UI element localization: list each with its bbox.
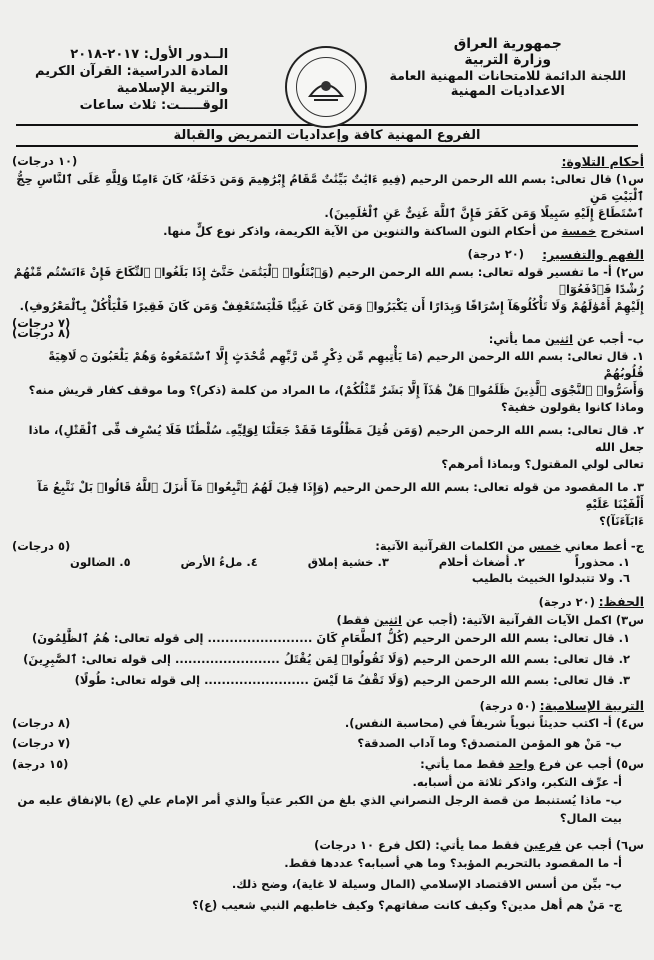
list-item: ٢. أضغاث أحلام xyxy=(438,555,525,569)
ministry-name: وزارة التربية xyxy=(464,52,552,68)
section-points: (٢٠ درجة) xyxy=(538,595,595,609)
exam-subject-cont: والتربية الإسلامية xyxy=(116,81,229,96)
q5-points: (١٥ درجة) xyxy=(12,757,69,771)
q2a-points-row xyxy=(10,315,644,331)
q1-instruction xyxy=(10,223,644,240)
q2b3-line2: ءَابَآءَنَآ)؟ xyxy=(599,514,644,528)
section-points: (٢٠ درجة) xyxy=(467,247,524,261)
text: ج- أعط معاني xyxy=(560,539,644,553)
q1-verse-line2: ٱسْتَطَاعَ إِلَيْهِ سَبِيلًا وَمَن كَفَرَ فَإِنَّ ٱللَّهَ غَنِىٌّ عَنِ ٱلْعَٰلَمِينَ). xyxy=(324,206,644,220)
list-item: ٣. خشية إملاق xyxy=(307,555,389,569)
q4a xyxy=(10,715,644,732)
ministry-header xyxy=(390,36,626,100)
q2b3-line1: ٣. ما المقصود من قوله تعالى: بسم الله الرحمن الرحيم (وَإِذَا قِيلَ لَهُمُ ٱتَّبِعُوا۟ مَآ أَنزَلَ ٱللَّهُ قَالُوا۟ بَلْ نَتَّبِعُ مَآ أَلْفَيْنَا عَلَيْهِ xyxy=(37,480,644,511)
q3-intro xyxy=(10,612,644,629)
q3-item-2 xyxy=(10,651,644,668)
text-emph: خمس xyxy=(528,539,561,553)
section-title: أحكام التلاوة: xyxy=(561,154,644,169)
text-emph: فرعين xyxy=(523,838,562,852)
text: ب- أجب عن xyxy=(573,332,644,346)
exam-time: الوقـــــت: ثلاث ساعات xyxy=(79,98,229,113)
text: استخرج xyxy=(596,224,644,238)
q5a: أ- عرِّف التكبر، واذكر ثلاثة من أسبابه. xyxy=(412,775,622,789)
text: س٥) أجب عن فرع xyxy=(534,757,644,771)
q4a-points: (٨ درجات) xyxy=(12,716,71,730)
blank: ........................ xyxy=(204,673,309,687)
q2c-points: (٥ درجات) xyxy=(12,539,71,553)
text: فقط مما يأتي: xyxy=(420,757,509,771)
text: من الكلمات القرآنية الآتية: xyxy=(375,539,529,553)
text: ٢. قال تعالى: بسم الله الرحمن الرحيم (وَلَا تَقُولُوا۟ لِمَن يُقْتَلُ xyxy=(283,652,630,666)
section-tilawa-header xyxy=(10,153,644,171)
q5b-line2: بيت المال؟ xyxy=(559,811,622,825)
q3-item-3 xyxy=(10,672,644,689)
q3-item-1 xyxy=(10,630,644,647)
q2b-points: (٨ درجات) xyxy=(12,326,71,340)
section-points: (١٠ درجات) xyxy=(12,154,78,168)
text: مما يأتي: xyxy=(488,332,546,346)
q4b xyxy=(10,735,644,752)
section-tarbiya-header xyxy=(10,697,644,715)
text: إلى قوله تعالى: هُمُ ٱلظَّٰلِمُونَ) xyxy=(31,631,204,645)
list-item: ٤. ملءُ الأرض xyxy=(180,555,258,569)
department-name: الاعداديات المهنية xyxy=(450,84,565,99)
q5-intro xyxy=(10,756,644,773)
exam-title: الفروع المهنية كافة وإعداديات التمريض والقبالة xyxy=(16,124,638,147)
q4b-points: (٧ درجات) xyxy=(12,736,71,750)
text-emph: خمسة xyxy=(561,224,597,238)
text: من أحكام النون الساكنة والتنوين من الآية الكريمة، واذكر نوع كلٍّ منها. xyxy=(163,224,562,238)
q1-verse-line1: س١) قال تعالى: بسم الله الرحمن الرحيم (فِيهِ ءَايَٰتٌ بَيِّنَٰتٌ مَّقَامُ إِبْرَٰهِيمَ وَمَن دَخَلَهُۥ كَانَ ءَامِنًا وَلِلَّهِ عَلَى ٱلنَّاسِ حِجُّ ٱلْبَيْتِ مَنِ xyxy=(16,172,644,203)
text: ١. قال تعالى: بسم الله الرحمن الرحيم (كُلُّ ٱلطَّعَامِ كَانَ xyxy=(316,631,630,645)
list-item: ١. محذوراً xyxy=(574,555,630,569)
q2c-intro xyxy=(10,538,644,555)
q6b: ب- بيِّن من أسس الاقتصاد الإسلامي (المال وسيلة لا غاية)، وضح ذلك. xyxy=(231,877,622,891)
text: ب- مَنْ هو المؤمن المتصدق؟ وما آداب الصدقة؟ xyxy=(357,736,622,750)
committee-name: اللجنة الدائمة للامتحانات المهنية العامة xyxy=(389,68,626,83)
section-tafsir-header xyxy=(10,246,644,264)
exam-round: الــدور الأول: ٢٠١٧-٢٠١٨ xyxy=(70,47,229,62)
list-item: ٥. الضالون xyxy=(70,555,131,569)
exam-info xyxy=(35,46,228,114)
text-emph: اثنين xyxy=(373,613,402,627)
section-title: التربية الإسلامية: xyxy=(539,698,644,713)
text: فقط) xyxy=(336,613,374,627)
exam-header xyxy=(10,6,644,122)
ministry-seal-icon xyxy=(285,46,367,128)
country-name: جمهورية العراق xyxy=(453,36,562,52)
q2b2-line1: ٢. قال تعالى: بسم الله الرحمن الرحيم (وَمَن قُتِلَ مَظْلُومًا فَقَدْ جَعَلْنَا لِوَلِيِّهِۦ سُلْطَٰنًا فَلَا يُسْرِف فِّى ٱلْقَتْلِ)، ماذا جعل الله xyxy=(28,423,644,454)
text: س٣) اكمل الآيات القرآنية الآتية: (أجب عن xyxy=(401,613,644,627)
text: إلى قوله تعالى: ٱلصَّٰبِرِينَ) xyxy=(23,652,171,666)
section-points: (٥٠ درجة) xyxy=(479,699,536,713)
text: فقط مما يأتي: (لكل فرع ١٠ درجات) xyxy=(314,838,524,852)
text: ٣. قال تعالى: بسم الله الرحمن الرحيم (وَلَا تَقْفُ مَا لَيْسَ xyxy=(312,673,630,687)
section-title: الحفظ: xyxy=(598,594,644,609)
q2a-line1: س٢) أ- ما تفسير قوله تعالى: بسم الله الرحمن الرحيم (وَٱبْتَلُوا۟ ٱلْيَتَٰمَىٰ حَتَّىٰٓ إِذَا بَلَغُوا۟ ٱلنِّكَاحَ فَإِنْ ءَانَسْتُم مِّنْهُمْ رُشْدًا فَٱدْفَعُوٓا۟ xyxy=(13,265,644,296)
text: س٤) أ- اكتب حديثاً نبوياً شريفاً في (محاسبة النفس). xyxy=(344,716,644,730)
q6c: ج- مَنْ هم أهل مدين؟ وكيف كانت صفاتهم؟ وكيف خاطبهم النبي شعيب (ع)؟ xyxy=(192,898,622,912)
q2b-intro xyxy=(10,326,644,348)
q6-intro xyxy=(10,837,644,854)
q6a: أ- ما المقصود بالتحريم المؤبد؟ وما هي أسبابه؟ عددها فقط. xyxy=(284,856,622,870)
q2a-points: (٧ درجات) xyxy=(12,316,71,330)
q2a-line2: إِلَيْهِمْ أَمْوَٰلَهُمْ وَلَا تَأْكُلُوهَآ إِسْرَافًا وَبِدَارًا أَن يَكْبَرُوا۟ وَمَن كَانَ غَنِيًّا فَلْيَسْتَعْفِفْ وَمَن كَانَ فَقِيرًا فَلْيَأْكُلْ بِٱلْمَعْرُوفِ). xyxy=(19,299,644,313)
q2b1-line3: وماذا كانوا يقولون خفية؟ xyxy=(501,400,644,414)
section-hifz-header xyxy=(10,593,644,611)
q2b2-line2: تعالى لولي المقتول؟ وبماذا أمرهم؟ xyxy=(441,457,644,471)
q2c-word-list xyxy=(10,555,644,569)
q5b-line1: ب- ماذا يُستنبط من قصة الرجل النصراني الذي بلغ من الكبر عتياً والذي أمر الإمام علي (ع) بالإنفاق عليه من xyxy=(17,793,622,807)
blank: ........................ xyxy=(207,631,313,645)
text-emph: واحد xyxy=(508,757,535,771)
q2b1-line1: ١. قال تعالى: بسم الله الرحمن الرحيم (مَا يَأْتِيهِم مِّن ذِكْرٍ مِّن رَّبِّهِم مُّحْدَثٍ إِلَّا ٱسْتَمَعُوهُ وَهُمْ يَلْعَبُونَ ۝ لَاهِيَةً قُلُوبُهُمْ xyxy=(48,349,644,380)
text: إلى قوله تعالى: طُولًا) xyxy=(74,673,201,687)
blank: ........................ xyxy=(174,652,280,666)
exam-subject: المادة الدراسية: القرآن الكريم xyxy=(35,64,229,79)
list-item: ٦. ولا تتبدلوا الخبيث بالطيب xyxy=(471,571,630,585)
section-title: الفهم والتفسير: xyxy=(542,247,644,262)
q2b1-line2: وَأَسَرُّوا۟ ٱلنَّجْوَى ٱلَّذِينَ ظَلَمُوا۟ هَلْ هَٰذَآ إِلَّا بَشَرٌ مِّثْلُكُمْ)، ما المراد من كلمة (ذكر)؟ وما موقف كفار قريش منه؟ xyxy=(28,383,644,397)
text: س٦) أجب عن xyxy=(561,838,644,852)
text-emph: اثنين xyxy=(545,332,574,346)
